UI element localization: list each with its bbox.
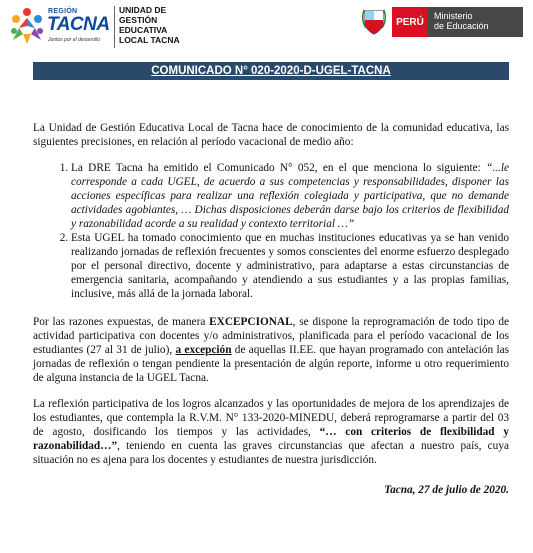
header-divider xyxy=(114,6,115,48)
text-run: , teniendo en cuenta las graves circunstancias que afectan a nuestro país, cuya situación no es ajena para los docentes y estudiantes de nuestra jurisdicción. xyxy=(33,440,509,466)
list-item xyxy=(71,231,509,301)
region-tacna-logo xyxy=(8,6,108,50)
ugel-line: GESTIÓN xyxy=(119,15,158,25)
paragraph-reflection xyxy=(33,397,509,467)
document-title: COMUNICADO N° 020-2020-D-UGEL-TACNA xyxy=(33,62,509,80)
peru-label-box: PERÚ xyxy=(392,7,428,37)
logo-region-label: REGIÓN xyxy=(48,8,78,15)
document-body xyxy=(33,121,509,479)
minedu-line: de Educación xyxy=(434,21,489,31)
logo-tacna-label: TACNA xyxy=(47,14,110,35)
bold-underline-run: a excepción xyxy=(175,344,232,356)
minedu-line: Ministerio xyxy=(434,11,473,21)
precisions-list xyxy=(33,161,509,301)
document-header xyxy=(0,0,533,58)
signature-date: Tacna, 27 de julio de 2020. xyxy=(384,484,509,496)
ugel-line: EDUCATIVA xyxy=(119,25,168,35)
ugel-line: LOCAL TACNA xyxy=(119,35,180,45)
ugel-line: UNIDAD DE xyxy=(119,5,167,15)
text-run: La reflexión participativa de los logros alcanzados y las oportunidades de mejora de los aprendizajes de los estudiantes, que contempla la R.V.M. N° 133-2020-MINEDU, deberá reprogramarse a partir del 03 de agosto, dosificando los tiempos y las actividades, xyxy=(33,398,509,438)
text-run: de aquellas II.EE. que hayan programado con antelación las jornadas de reflexión o tengan pendiente la presentación de algún reporte, informe u otro requerimiento de alguna instancia de la UGEL Tacna. xyxy=(33,344,509,384)
ugel-name-block xyxy=(119,5,180,45)
text-run: , se dispone la reprogramación de todo tipo de actividad participativa con docentes y/o administrativos, planificada para el período vacacional de los estudiantes (27 al 31 de julio), xyxy=(33,316,509,356)
item2-text: Esta UGEL ha tomado conocimiento que en muchas instituciones educativas ya se han venido realizando jornadas de reflexión frecuentes y somos conscientes del enorme esfuerzo desplegado por el personal directivo, docente y administrativo, para adaptarse a estas circunstancias de emergencia sanitaria, acompañando y atendiendo a sus estudiantes y a las propias familias, inclusive, más allá de la jornada laboral. xyxy=(71,232,509,300)
region-emblem-icon xyxy=(8,6,46,46)
paragraph-exceptional xyxy=(33,315,509,385)
bold-run: “… con criterios de flexibilidad y razonabilidad…” xyxy=(33,426,509,452)
peru-coat-of-arms-icon xyxy=(361,8,387,36)
item1-text: La DRE Tacna ha emitido el Comunicado N° 052, en el que menciona lo siguiente: xyxy=(71,162,487,174)
intro-paragraph: La Unidad de Gestión Educativa Local de Tacna hace de conocimiento de la comunidad educativa, las siguientes precisiones, en relación al período vacacional de medio año: xyxy=(33,122,509,148)
logo-tagline: Juntos por el desarrollo xyxy=(48,37,100,43)
list-item xyxy=(71,161,509,231)
minedu-label-box xyxy=(428,7,523,37)
bold-run: EXCEPCIONAL xyxy=(209,316,293,328)
item1-quote: “...le corresponde a cada UGEL, de acuerdo a sus competencias y responsabilidades, disponer las acciones específicas para realizar una reflexión colegiada y participativa, que no demande actividades agobiantes, … Dichas disposiciones deberán darse bajo los criterios de flexibilidad y razonabilidad acorde a su realidad y contexto territorial …” xyxy=(71,162,509,230)
text-run: Por las razones expuestas, de manera xyxy=(33,316,210,328)
